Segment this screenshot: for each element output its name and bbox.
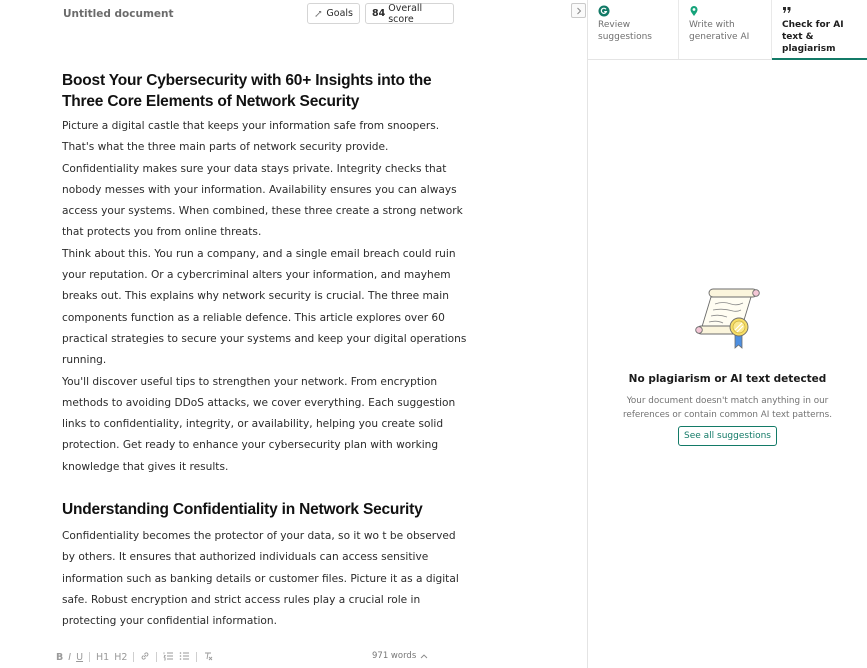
- toolbar-divider: [133, 652, 134, 662]
- bold-button[interactable]: B: [56, 651, 64, 663]
- heading2-button[interactable]: H2: [114, 651, 128, 663]
- italic-button[interactable]: I: [68, 651, 72, 663]
- clear-formatting-icon: [203, 651, 213, 661]
- numbered-list-button[interactable]: [163, 651, 174, 664]
- tab-label: Write with generative AI: [689, 20, 750, 42]
- tab-write-generative-ai[interactable]: [679, 0, 772, 59]
- clear-formatting-button[interactable]: [203, 651, 213, 664]
- document-body[interactable]: [62, 70, 467, 633]
- paragraph-confidentiality: Confidentiality becomes the protector of your data, so it wo t be observed by others. It ensures that authorized individuals can access sensitive information such as banking details or customer files. Picture it as a digital safe. Robust encryption and strict access rules play a crucial role in protecting your confidential information.: [62, 530, 459, 628]
- paragraph-context: Think about this. You run a company, and a single email breach could ruin your reputation. Or a cybercriminal alters your information, and mayhem breaks out. This explains why network security is crucial. The three main components function as a reliable defence. This article explores over 60 practical strategies to secure your systems and keep your digital operations running.: [62, 247, 467, 367]
- document-title[interactable]: Untitled document: [63, 8, 174, 20]
- assistant-sidebar: [588, 0, 867, 668]
- expand-sidebar-button[interactable]: [571, 3, 586, 18]
- underline-button[interactable]: U: [76, 651, 84, 663]
- link-icon: [140, 651, 150, 661]
- empty-state-title: No plagiarism or AI text detected: [628, 373, 827, 385]
- format-toolbar: [56, 649, 218, 665]
- goals-icon: [314, 9, 322, 19]
- goals-label: Goals: [326, 8, 353, 19]
- see-all-suggestions-button[interactable]: See all suggestions: [678, 426, 777, 446]
- bulleted-list-button[interactable]: [179, 651, 190, 664]
- ai-pin-icon: [689, 5, 699, 17]
- tab-review-suggestions[interactable]: [588, 0, 679, 59]
- goals-button[interactable]: [307, 3, 360, 24]
- paragraph-overview: You'll discover useful tips to strengthen your network. From encryption methods to avoiding DDoS attacks, we cover everything. Each suggestion links to confidentiality, integrity, or availability, helping you create solid protection. Get ready to enhance your cybersecurity plan with working knowledge that gives it results.: [62, 375, 456, 473]
- tab-check-plagiarism[interactable]: [772, 0, 863, 59]
- word-count: 971 words: [372, 651, 417, 661]
- link-button[interactable]: [140, 651, 150, 664]
- grammarly-g-icon: [598, 5, 610, 17]
- numbered-list-icon: [163, 651, 174, 661]
- quote-icon: [782, 5, 792, 17]
- word-count-toggle[interactable]: [372, 651, 429, 661]
- toolbar-divider: [196, 652, 197, 662]
- document-heading-2: Understanding Confidentiality in Network Security: [62, 501, 423, 519]
- document-heading-1: Boost Your Cybersecurity with 60+ Insights into the Three Core Elements of Network Security: [62, 72, 432, 110]
- empty-state-description: Your document doesn't match anything in our references or contain common AI text patterns.: [622, 396, 832, 420]
- heading1-button[interactable]: H1: [96, 651, 110, 663]
- plagiarism-empty-state: [588, 286, 867, 446]
- sidebar-tabs: [588, 0, 867, 60]
- paragraph-intro: Picture a digital castle that keeps your information safe from snoopers. That's what the three main parts of network security provide. Confidentiality makes sure your data stays private. Integrity checks that nobody messes with your information. Availability ensures you can always access your systems. When combined, these three create a strong network that protects you from online threats.: [62, 120, 463, 239]
- tab-label: Check for AI text & plagiarism: [782, 20, 844, 54]
- tab-label: Review suggestions: [598, 20, 652, 42]
- certificate-scroll-icon: [693, 286, 763, 352]
- bulleted-list-icon: [179, 651, 190, 661]
- chevron-up-icon: [419, 652, 429, 660]
- overall-score-button[interactable]: [365, 3, 454, 24]
- score-label: Overall score: [388, 2, 423, 25]
- toolbar-divider: [156, 652, 157, 662]
- score-value: 84: [372, 8, 386, 19]
- chevron-right-icon: [575, 7, 583, 15]
- toolbar-divider: [89, 652, 90, 662]
